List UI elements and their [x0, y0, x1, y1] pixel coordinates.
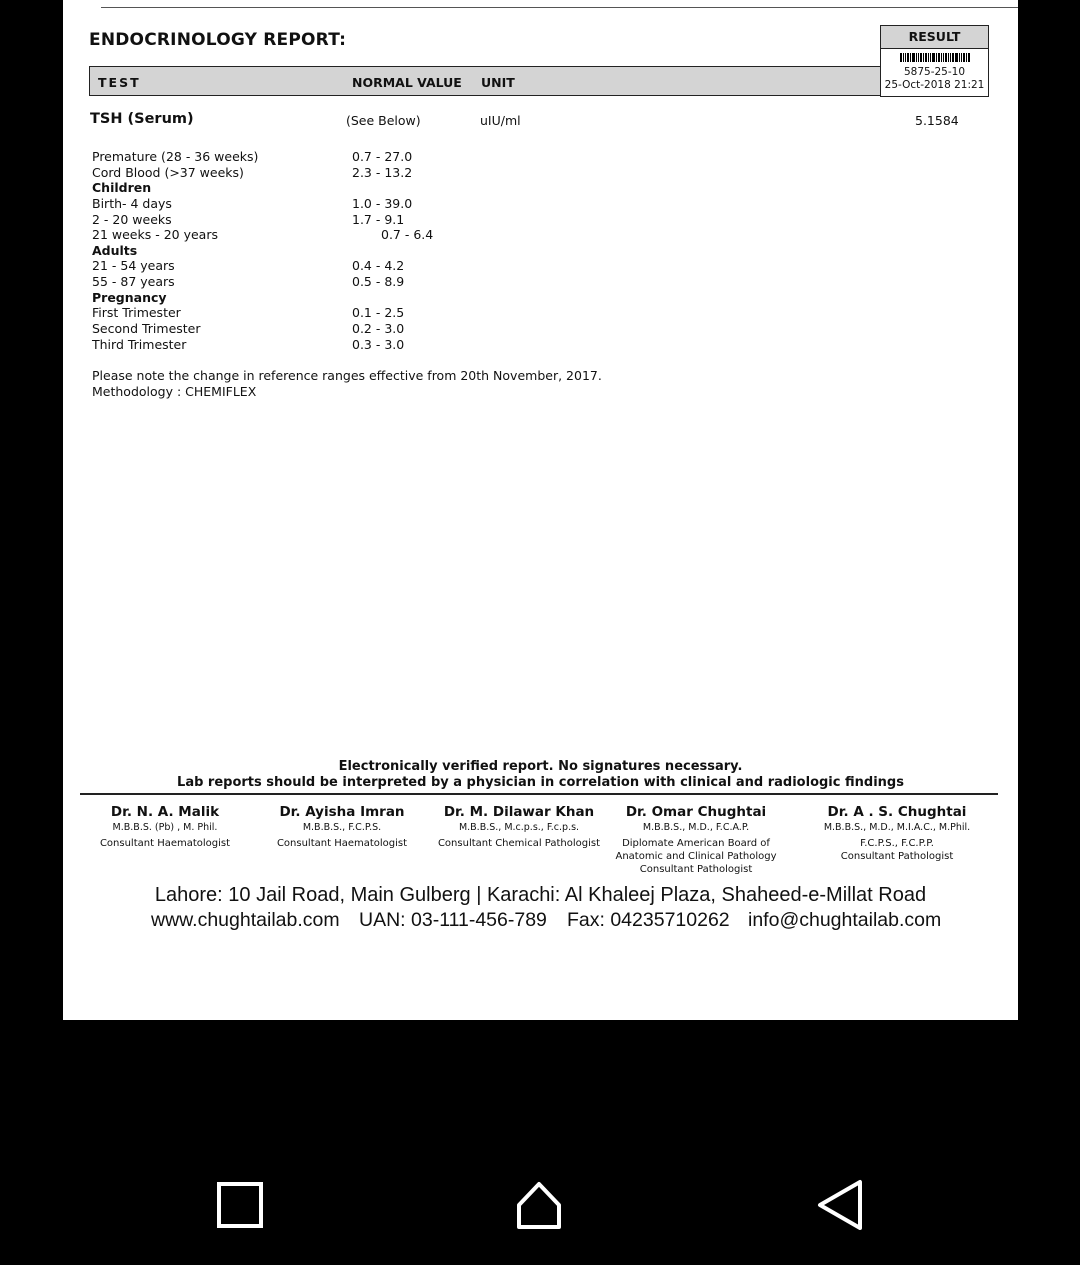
- barcode-stripe: [945, 53, 947, 62]
- reference-label: Third Trimester: [92, 337, 187, 352]
- barcode-stripe: [948, 53, 949, 62]
- doctor-title: Consultant Pathologist: [840, 851, 954, 862]
- reference-group-heading: Children: [92, 180, 152, 195]
- doctor-card: [611, 804, 781, 876]
- doctor-qualification: M.B.B.S., F.C.P.S.: [302, 822, 382, 833]
- doctor-name: Dr. Omar Chughtai: [625, 804, 767, 820]
- barcode-stripe: [923, 53, 924, 62]
- reference-group-heading: Pregnancy: [92, 290, 167, 305]
- test-unit: uIU/ml: [480, 113, 521, 128]
- home-icon: [509, 1175, 569, 1235]
- reference-value: 0.2 - 3.0: [352, 321, 405, 336]
- barcode-stripe: [941, 53, 942, 62]
- barcode-stripe: [936, 53, 937, 62]
- barcode-stripe: [928, 53, 929, 62]
- header-test: TEST: [98, 75, 141, 90]
- header-unit: UNIT: [481, 75, 515, 90]
- reference-value: 0.7 - 6.4: [381, 227, 434, 242]
- barcode-stripe: [903, 53, 904, 62]
- barcode-stripe: [918, 53, 919, 62]
- barcode-stripe: [943, 53, 944, 62]
- doctor-title: Consultant Chemical Pathologist: [437, 838, 601, 849]
- table-header: [89, 66, 884, 96]
- reference-label: Second Trimester: [92, 321, 201, 336]
- interpretation-notice: Lab reports should be interpreted by a physician in correlation with clinical and radiologic findings: [177, 775, 904, 790]
- doctor-title: F.C.P.S., F.C.P.P.: [860, 838, 934, 849]
- report-page: [63, 0, 1018, 1020]
- barcode-stripe: [912, 53, 915, 62]
- reference-note: Please note the change in reference ranges effective from 20th November, 2017.: [92, 368, 602, 383]
- lab-address: Lahore: 10 Jail Road, Main Gulberg | Karachi: Al Khaleej Plaza, Shaheed-e-Millat Road: [154, 884, 927, 906]
- reference-value: 0.1 - 2.5: [352, 305, 405, 320]
- methodology: Methodology : CHEMIFLEX: [92, 384, 257, 399]
- doctor-title: Diplomate American Board of: [622, 838, 770, 849]
- reference-label: Premature (28 - 36 weeks): [92, 149, 259, 164]
- reference-value: 0.4 - 4.2: [352, 258, 405, 273]
- reference-group-heading: Adults: [92, 243, 138, 258]
- result-datetime: 25-Oct-2018 21:21: [884, 79, 985, 91]
- reference-value: 2.3 - 13.2: [352, 165, 413, 180]
- verified-notice: Electronically verified report. No signatures necessary.: [338, 759, 743, 774]
- doctor-card: [85, 804, 245, 850]
- doctor-title: Consultant Pathologist: [639, 864, 753, 875]
- barcode-stripe: [950, 53, 951, 62]
- doctor-qualification: M.B.B.S., M.D., F.C.A.P.: [642, 822, 750, 833]
- back-button[interactable]: [810, 1175, 870, 1235]
- barcode-stripe: [910, 53, 911, 62]
- doctor-card: [262, 804, 422, 850]
- barcode-stripe: [959, 53, 960, 62]
- barcode-stripe: [905, 53, 906, 62]
- reference-value: 1.0 - 39.0: [352, 196, 413, 211]
- email-link[interactable]: info@chughtailab.com: [748, 909, 942, 931]
- top-divider: [101, 7, 1018, 8]
- reference-value: 1.7 - 9.1: [352, 212, 405, 227]
- reference-value: 0.7 - 27.0: [352, 149, 413, 164]
- doctor-name: Dr. N. A. Malik: [110, 804, 220, 820]
- back-icon: [810, 1175, 870, 1235]
- header-normal-value: NORMAL VALUE: [352, 75, 462, 90]
- barcode-stripe: [930, 53, 931, 62]
- barcode-stripe: [966, 53, 967, 62]
- barcode-stripe: [907, 53, 909, 62]
- barcode-stripe: [900, 53, 902, 62]
- doctor-title: Consultant Haematologist: [99, 838, 231, 849]
- doctor-name: Dr. Ayisha Imran: [279, 804, 405, 820]
- footer-divider: [80, 793, 998, 795]
- report-title: ENDOCRINOLOGY REPORT:: [89, 30, 347, 50]
- reference-label: 55 - 87 years: [92, 274, 175, 289]
- fax-number: Fax: 04235710262: [567, 909, 730, 931]
- doctor-qualification: M.B.B.S. (Pb) , M. Phil.: [112, 822, 218, 833]
- reference-label: 21 - 54 years: [92, 258, 175, 273]
- barcode-stripe: [955, 53, 958, 62]
- barcode-stripe: [968, 53, 970, 62]
- navigation-bar: [0, 1140, 1080, 1265]
- doctor-qualification: M.B.B.S., M.c.p.s., F.c.p.s.: [458, 822, 580, 833]
- result-id: 5875-25-10: [903, 66, 966, 78]
- doctor-qualification: M.B.B.S., M.D., M.I.A.C., M.Phil.: [823, 822, 971, 833]
- barcode-stripe: [925, 53, 927, 62]
- reference-value: 0.3 - 3.0: [352, 337, 405, 352]
- reference-label: Cord Blood (>37 weeks): [92, 165, 244, 180]
- barcode-stripe: [932, 53, 935, 62]
- reference-label: 21 weeks - 20 years: [92, 227, 218, 242]
- doctor-title: Anatomic and Clinical Pathology: [615, 851, 777, 862]
- recent-apps-icon: [210, 1175, 270, 1235]
- barcode-stripe: [920, 53, 922, 62]
- reference-label: First Trimester: [92, 305, 181, 320]
- reference-value: 0.5 - 8.9: [352, 274, 405, 289]
- barcode-stripe: [952, 53, 954, 62]
- home-button[interactable]: [509, 1175, 569, 1235]
- doctor-title: Consultant Haematologist: [276, 838, 408, 849]
- uan-number: UAN: 03-111-456-789: [359, 909, 547, 931]
- reference-label: 2 - 20 weeks: [92, 212, 172, 227]
- test-result: 5.1584: [915, 113, 959, 128]
- test-name: TSH (Serum): [90, 111, 194, 127]
- result-label: RESULT: [881, 26, 988, 49]
- doctor-card: [429, 804, 609, 850]
- doctor-name: Dr. M. Dilawar Khan: [443, 804, 595, 820]
- reference-label: Birth- 4 days: [92, 196, 172, 211]
- barcode-stripe: [961, 53, 962, 62]
- recent-apps-button[interactable]: [210, 1175, 270, 1235]
- result-box: [880, 25, 989, 97]
- doctor-name: Dr. A . S. Chughtai: [827, 804, 967, 820]
- barcode-stripe: [916, 53, 917, 62]
- barcode-stripe: [963, 53, 965, 62]
- test-normal-value: (See Below): [346, 113, 421, 128]
- website-link[interactable]: www.chughtailab.com: [151, 909, 340, 931]
- doctor-card: [807, 804, 987, 863]
- barcode-stripe: [938, 53, 940, 62]
- barcode-icon: [881, 53, 988, 62]
